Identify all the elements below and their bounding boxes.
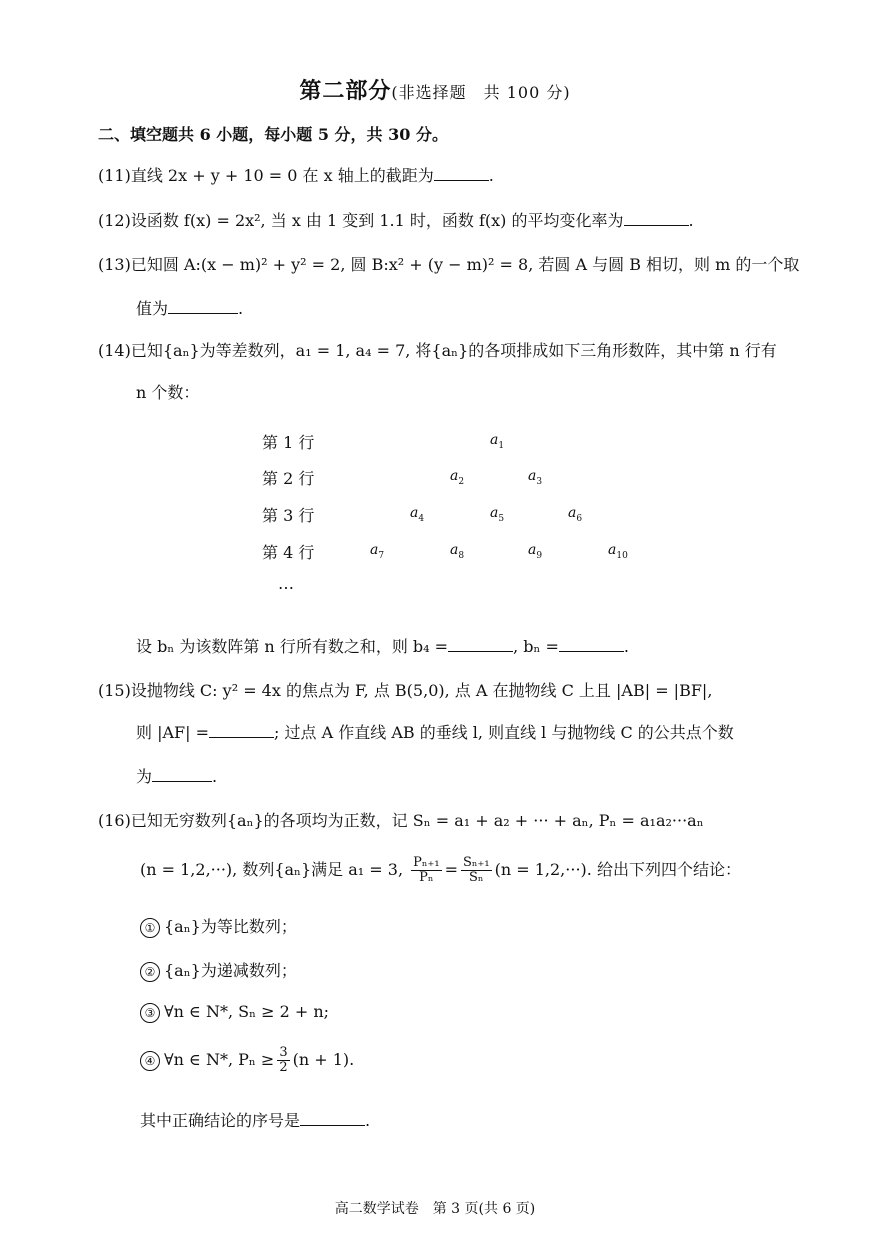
- q14-ask-b: , bₙ =: [513, 637, 559, 656]
- section-heading: 二、填空题共 6 小题，每小题 5 分，共 30 分。: [98, 125, 448, 144]
- conclusion-1: ① {aₙ}为等比数列；: [140, 914, 297, 938]
- fraction-p: $\frac{\text{Pₙ₊₁}}{\text{Pₙ}}$: [413, 855, 440, 885]
- triangle-item-a8: $a_8$: [450, 542, 465, 561]
- part-title: [0, 74, 870, 105]
- fraction-three-halves: $\frac{3}{2}$: [279, 1045, 288, 1075]
- triangle-item-a7: $a_7$: [370, 542, 385, 561]
- triangle-item-a2: $a_2$: [450, 468, 465, 487]
- question-12: [98, 208, 694, 231]
- q15-end: .: [212, 767, 218, 786]
- conclusion-2: ② {aₙ}为递减数列；: [140, 958, 297, 982]
- triangle-item-a3: $a_3$: [528, 468, 543, 487]
- q12-answer-blank: [624, 211, 689, 226]
- q16-ask: 其中正确结论的序号是: [140, 1111, 301, 1130]
- q13-end: .: [238, 299, 244, 318]
- triangle-item-a5: $a_5$: [490, 505, 505, 524]
- question-16-line-1: (16)已知无穷数列{aₙ}的各项均为正数，记 Sₙ = a₁ + a₂ + ··· + aₙ, Pₙ = a₁a₂···aₙ: [98, 811, 704, 830]
- q15-answer-blank-af: [209, 723, 274, 738]
- q13-line2-text: 值为: [136, 299, 169, 318]
- triangle-row-1-label: 第 1 行: [262, 433, 315, 452]
- q14-ask-a: 设 bₙ 为该数阵第 n 行所有数之和，则 b₄ =: [136, 637, 449, 656]
- triangle-row-3-label: 第 3 行: [262, 506, 315, 525]
- triangle-item-a6: $a_6$: [568, 505, 583, 524]
- fraction-s: $\frac{\text{Sₙ₊₁}}{\text{Sₙ}}$: [463, 855, 490, 885]
- question-14-ask: [136, 634, 629, 657]
- q15-line2a: 则 |AF| =: [136, 723, 210, 742]
- circled-two-icon: ②: [140, 962, 160, 982]
- conclusion-4: ④ ∀n ∈ N*, Pₙ ≥ $\frac{3}{2}$ (n + 1).: [140, 1046, 354, 1075]
- triangle-item-a10: $a_{10}$: [608, 542, 628, 561]
- question-14-line-2: n 个数：: [136, 383, 200, 402]
- q15-line2b: ; 过点 A 作直线 AB 的垂线 l, 则直线 l 与抛物线 C 的公共点个数: [274, 723, 734, 742]
- question-13-line-1: (13)已知圆 A:(x − m)² + y² = 2, 圆 B:x² + (y − m)² = 8, 若圆 A 与圆 B 相切，则 m 的一个取: [98, 255, 800, 274]
- question-15-line-3: [136, 764, 217, 787]
- question-13-line-2: [136, 296, 243, 319]
- triangle-item-a1: $a_1$: [490, 432, 505, 451]
- q15-answer-blank-count: [152, 767, 212, 782]
- q14-answer-blank-bn: [559, 637, 624, 652]
- question-16-ask: [140, 1108, 370, 1131]
- q12-text: (12)设函数 f(x) = 2x², 当 x 由 1 变到 1.1 时，函数 f(x) 的平均变化率为: [98, 211, 624, 230]
- triangle-item-a4: $a_4$: [410, 505, 425, 524]
- question-14-line-1: (14)已知{aₙ}为等差数列，a₁ = 1, a₄ = 7, 将{aₙ}的各项排成如下三角形数阵，其中第 n 行有: [98, 341, 777, 360]
- question-15-line-2: [136, 720, 734, 743]
- question-11: [98, 163, 494, 186]
- q14-answer-blank-b4: [448, 637, 513, 652]
- q16-line2b: (n = 1,2,···). 给出下列四个结论：: [494, 860, 741, 879]
- triangle-row-2-label: 第 2 行: [262, 469, 315, 488]
- circled-four-icon: ④: [140, 1051, 160, 1071]
- triangle-item-a9: $a_9$: [528, 542, 543, 561]
- q11-end: .: [488, 166, 494, 185]
- q16-answer-blank: [300, 1111, 365, 1126]
- q11-answer-blank: [434, 166, 489, 181]
- circled-three-icon: ③: [140, 1003, 160, 1023]
- q16-end: .: [365, 1111, 371, 1130]
- q14-end: .: [623, 637, 629, 656]
- part-title-sub: (非选择题 共 100 分): [391, 83, 571, 102]
- triangle-row-4-label: 第 4 行: [262, 543, 315, 562]
- q11-text: (11)直线 2x + y + 10 = 0 在 x 轴上的截距为: [98, 166, 434, 185]
- question-16-line-2: (n = 1,2,···), 数列{aₙ}满足 a₁ = 3, $\frac{\text{Pₙ₊₁}}{\text{Pₙ}}$ = $\frac{\text{Sₙ₊₁}}{\text{Sₙ}}$ (n = 1,2,···). 给出下列四个结论：: [140, 855, 741, 885]
- q15-line3: 为: [136, 767, 153, 786]
- triangle-ellipsis: …: [278, 574, 294, 593]
- q12-end: .: [688, 211, 694, 230]
- conclusion-3: ③ ∀n ∈ N*, Sₙ ≥ 2 + n;: [140, 1002, 329, 1023]
- circled-one-icon: ①: [140, 918, 160, 938]
- q16-line2a: (n = 1,2,···), 数列{aₙ}满足 a₁ = 3,: [140, 860, 404, 879]
- part-title-main: 第二部分: [299, 78, 392, 104]
- question-15-line-1: (15)设抛物线 C: y² = 4x 的焦点为 F, 点 B(5,0), 点 A 在抛物线 C 上且 |AB| = |BF|,: [98, 681, 713, 700]
- page-footer: 高二数学试卷 第 3 页(共 6 页): [334, 1201, 536, 1217]
- q13-answer-blank: [168, 299, 238, 314]
